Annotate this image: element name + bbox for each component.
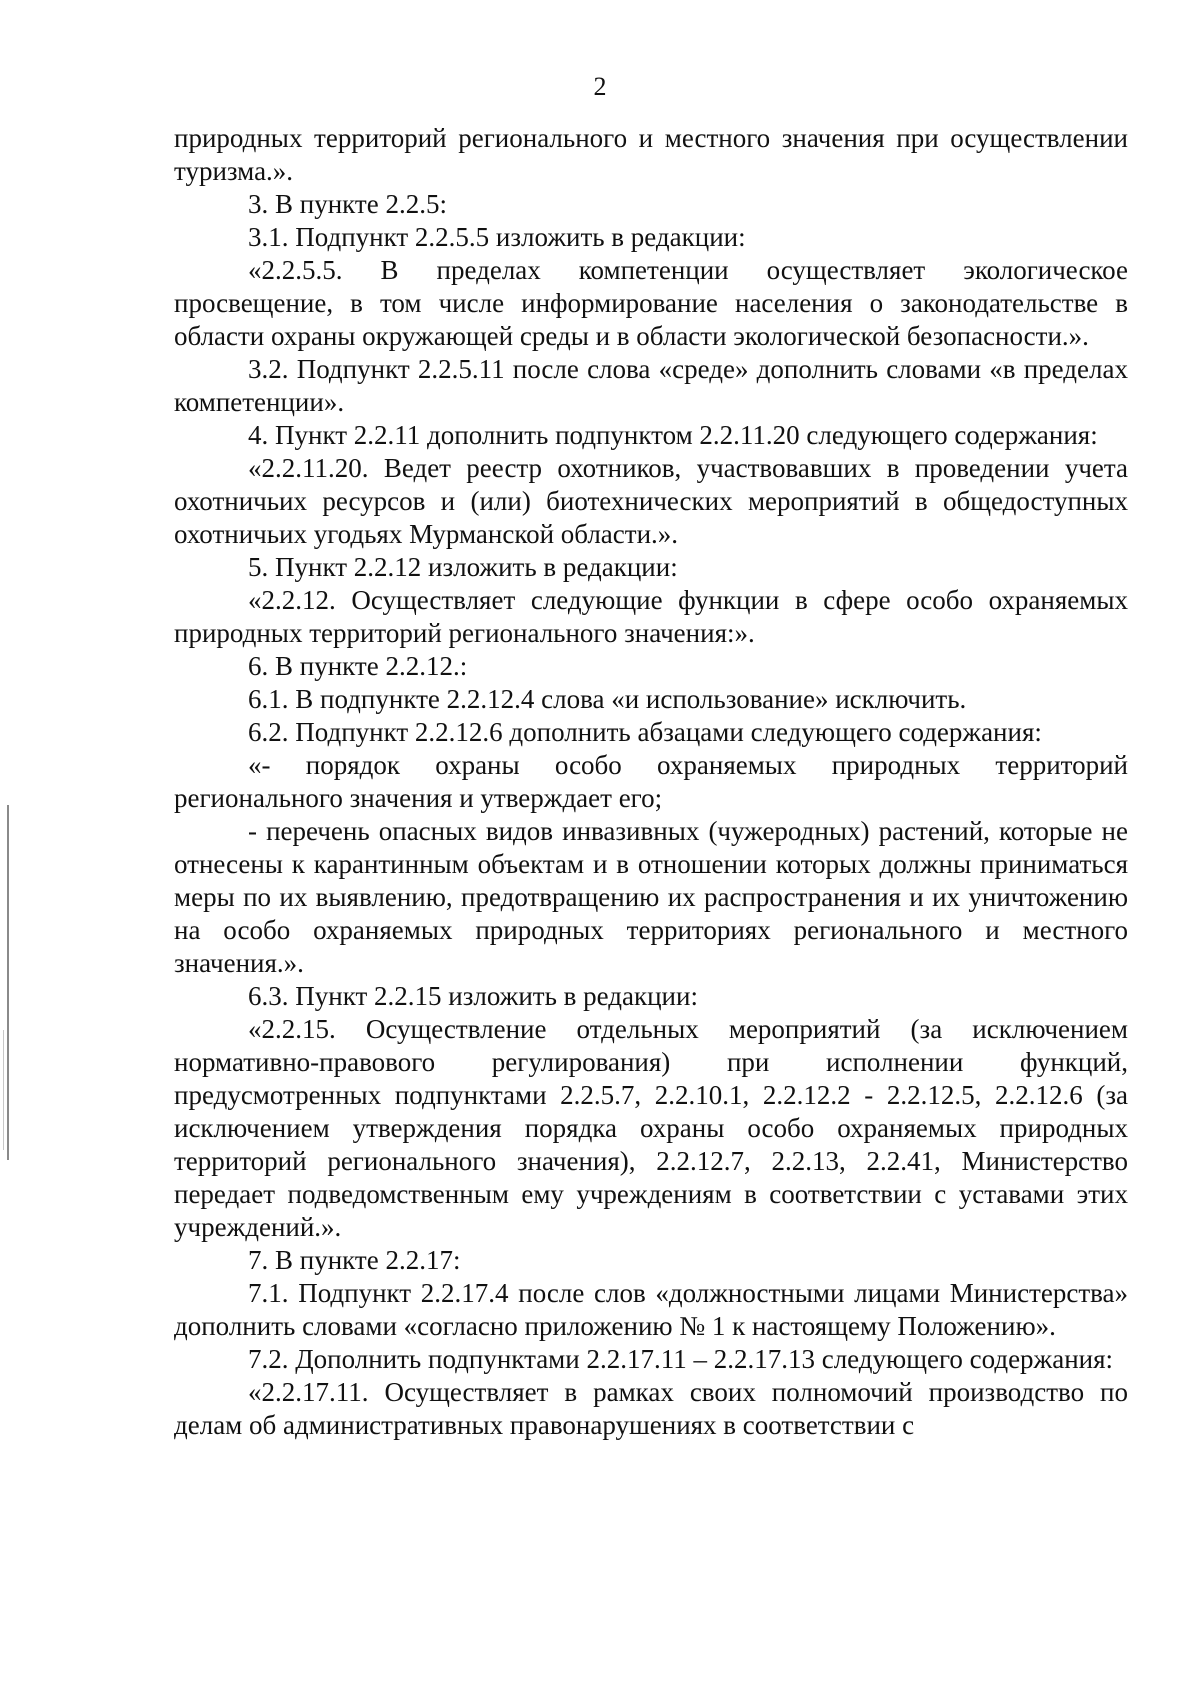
paragraph: природных территорий регионального и местного значения при осуществлении туризма.».	[174, 123, 1128, 186]
scan-margin-line	[7, 805, 9, 1160]
paragraph: 3.2. Подпункт 2.2.5.11 после слова «среде» дополнить словами «в пределах компетенции».	[174, 354, 1128, 417]
paragraph: «2.2.12. Осуществляет следующие функции в сфере особо охраняемых природных территорий регионального значения:».	[174, 585, 1128, 648]
paragraph: 6.2. Подпункт 2.2.12.6 дополнить абзацами следующего содержания:	[248, 717, 1042, 747]
paragraph: «- порядок охраны особо охраняемых природных территорий регионального значения и утверждает его;	[174, 750, 1128, 813]
paragraph: 4. Пункт 2.2.11 дополнить подпунктом 2.2.11.20 следующего содержания:	[248, 420, 1098, 450]
paragraph: «2.2.15. Осуществление отдельных мероприятий (за исключением нормативно-правового регулирования) при исполнении функций, предусмотренных подпунктами 2.2.5.7, 2.2.10.1, 2.2.12.2 - 2.2.12.5, 2.2.12.6 (за исключением утверждения порядка охраны особо охраняемых природных территорий регионального значения), 2.2.12.7, 2.2.13, 2.2.41, Министерство передает подведомственным ему учреждениям в соответствии с уставами этих учреждений.».	[174, 1014, 1128, 1242]
paragraph: «2.2.11.20. Ведет реестр охотников, участвовавших в проведении учета охотничьих ресурсов и (или) биотехнических мероприятий в общедоступных охотничьих угодьях Мурманской области.».	[174, 453, 1128, 549]
page-number: 2	[593, 72, 607, 101]
paragraph: 6. В пункте 2.2.12.:	[248, 651, 468, 681]
paragraph: «2.2.17.11. Осуществляет в рамках своих полномочий производство по делам об административных правонарушениях в соответствии с	[174, 1377, 1128, 1440]
paragraph: - перечень опасных видов инвазивных (чужеродных) растений, которые не отнесены к карантинным объектам и в отношении которых должны приниматься меры по их выявлению, предотвращению их распространения и их уничтожению на особо охраняемых природных территориях регионального и местного значения.».	[174, 816, 1128, 978]
paragraph: 6.1. В подпункте 2.2.12.4 слова «и использование» исключить.	[248, 684, 967, 714]
paragraph: 5. Пункт 2.2.12 изложить в редакции:	[248, 552, 678, 582]
paragraph: 7. В пункте 2.2.17:	[248, 1245, 461, 1275]
paragraph: 3. В пункте 2.2.5:	[248, 189, 447, 219]
document-body	[174, 122, 1128, 1442]
paragraph: 7.2. Дополнить подпунктами 2.2.17.11 – 2.2.17.13 следующего содержания:	[248, 1344, 1114, 1374]
paragraph: 3.1. Подпункт 2.2.5.5 изложить в редакции:	[248, 222, 746, 252]
paragraph: «2.2.5.5. В пределах компетенции осуществляет экологическое просвещение, в том числе информирование населения о законодательстве в области охраны окружающей среды и в области экологической безопасности.».	[174, 255, 1128, 351]
paragraph: 7.1. Подпункт 2.2.17.4 после слов «должностными лицами Министерства» дополнить словами «согласно приложению № 1 к настоящему Положению».	[174, 1278, 1128, 1341]
paragraph: 6.3. Пункт 2.2.15 изложить в редакции:	[248, 981, 698, 1011]
scan-margin-line-faint	[3, 1030, 4, 1150]
